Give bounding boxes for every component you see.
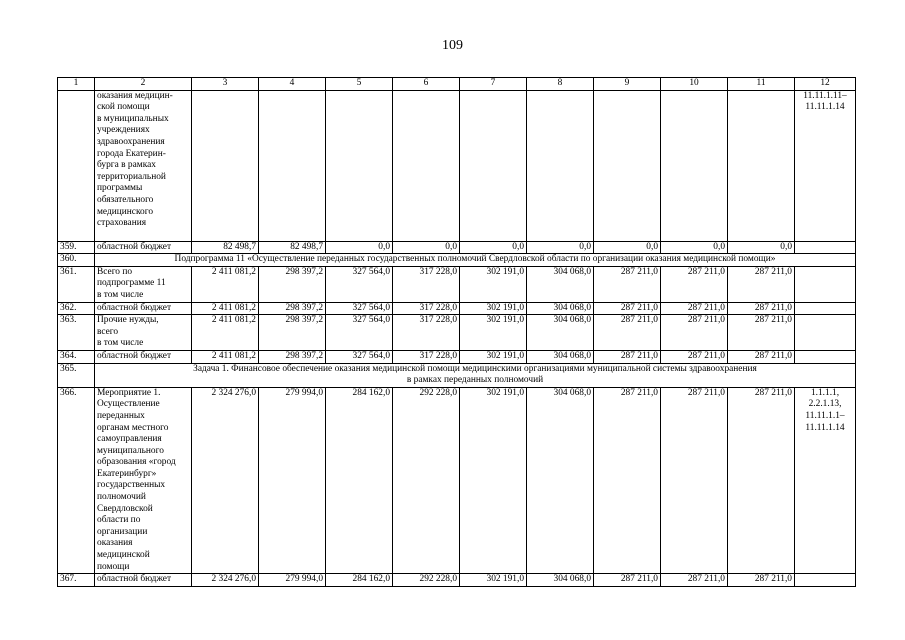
value-cell: 287 211,0 (594, 315, 661, 351)
value-cell: 304 068,0 (527, 574, 594, 587)
section-row (58, 254, 856, 267)
empty-cell (393, 90, 460, 241)
target-codes: 1.1.1.1, 2.2.1.13, 11.11.1.1– 11.11.1.14 (795, 387, 856, 574)
empty-cell (527, 90, 594, 241)
value-cell: 304 068,0 (527, 315, 594, 351)
value-cell: 304 068,0 (527, 266, 594, 302)
row-label: областной бюджет (95, 302, 192, 315)
row-index: 364. (58, 350, 95, 363)
table-row (58, 90, 856, 241)
target-codes (795, 302, 856, 315)
value-cell: 287 211,0 (661, 387, 728, 574)
column-number: 9 (594, 78, 661, 91)
value-cell: 292 228,0 (393, 574, 460, 587)
empty-cell (259, 90, 326, 241)
column-number-row (58, 78, 856, 91)
row-index (58, 90, 95, 241)
value-cell: 287 211,0 (661, 574, 728, 587)
value-cell: 0,0 (527, 241, 594, 254)
column-number: 8 (527, 78, 594, 91)
value-cell: 2 411 081,2 (192, 302, 259, 315)
column-number: 1 (58, 78, 95, 91)
value-cell: 327 564,0 (326, 302, 393, 315)
target-codes (795, 574, 856, 587)
value-cell: 0,0 (460, 241, 527, 254)
value-cell: 82 498,7 (192, 241, 259, 254)
column-number: 12 (795, 78, 856, 91)
row-index: 366. (58, 387, 95, 574)
value-cell: 287 211,0 (728, 302, 795, 315)
row-label: Прочие нужды, всего в том числе (95, 315, 192, 351)
value-cell: 287 211,0 (594, 266, 661, 302)
value-cell: 327 564,0 (326, 350, 393, 363)
task-title: Задача 1. Финансовое обеспечение оказания медицинской помощи медицинскими организациями муниципальной системы здравоохранения в рамках переданных полномочий (95, 363, 856, 387)
empty-cell (192, 90, 259, 241)
value-cell: 284 162,0 (326, 574, 393, 587)
value-cell: 287 211,0 (594, 302, 661, 315)
value-cell: 302 191,0 (460, 266, 527, 302)
row-index: 360. (58, 254, 95, 267)
table-row (58, 241, 856, 254)
table-row (58, 350, 856, 363)
value-cell: 327 564,0 (326, 315, 393, 351)
value-cell: 298 397,2 (259, 315, 326, 351)
value-cell: 287 211,0 (661, 315, 728, 351)
value-cell: 287 211,0 (728, 387, 795, 574)
value-cell: 0,0 (326, 241, 393, 254)
target-codes (795, 350, 856, 363)
value-cell: 317 228,0 (393, 315, 460, 351)
page-number: 109 (442, 38, 463, 53)
value-cell: 287 211,0 (728, 574, 795, 587)
value-cell: 287 211,0 (594, 387, 661, 574)
value-cell: 287 211,0 (661, 302, 728, 315)
value-cell: 2 411 081,2 (192, 315, 259, 351)
value-cell: 0,0 (728, 241, 795, 254)
table-row (58, 302, 856, 315)
table-row (58, 315, 856, 351)
column-number: 2 (95, 78, 192, 91)
value-cell: 304 068,0 (527, 302, 594, 315)
empty-cell (661, 90, 728, 241)
value-cell: 304 068,0 (527, 350, 594, 363)
value-cell: 317 228,0 (393, 350, 460, 363)
value-cell: 327 564,0 (326, 266, 393, 302)
value-cell: 287 211,0 (728, 350, 795, 363)
row-label: Всего по подпрограмме 11 в том числе (95, 266, 192, 302)
value-cell: 2 324 276,0 (192, 574, 259, 587)
column-number: 6 (393, 78, 460, 91)
value-cell: 304 068,0 (527, 387, 594, 574)
value-cell: 298 397,2 (259, 302, 326, 315)
column-number: 7 (460, 78, 527, 91)
row-index: 367. (58, 574, 95, 587)
section-row (58, 363, 856, 387)
value-cell: 279 994,0 (259, 574, 326, 587)
value-cell: 284 162,0 (326, 387, 393, 574)
value-cell: 0,0 (594, 241, 661, 254)
value-cell: 317 228,0 (393, 302, 460, 315)
column-number: 5 (326, 78, 393, 91)
value-cell: 287 211,0 (594, 574, 661, 587)
table-row (58, 387, 856, 574)
subprogram-title: Подпрограмма 11 «Осуществление переданных государственных полномочий Свердловской области по организации оказания медицинской помощи» (95, 254, 856, 267)
target-codes (795, 315, 856, 351)
value-cell: 298 397,2 (259, 266, 326, 302)
row-index: 365. (58, 363, 95, 387)
value-cell: 287 211,0 (661, 350, 728, 363)
column-number: 3 (192, 78, 259, 91)
row-label: областной бюджет (95, 241, 192, 254)
row-label: областной бюджет (95, 350, 192, 363)
value-cell: 82 498,7 (259, 241, 326, 254)
budget-table (57, 77, 856, 587)
row-label: Мероприятие 1. Осуществление переданных органам местного самоуправления муниципального образования «город Екатеринбург» государственных полномочий Свердловской области по организации оказания медицинской помощи (95, 387, 192, 574)
row-index: 361. (58, 266, 95, 302)
target-codes (795, 241, 856, 254)
column-number: 11 (728, 78, 795, 91)
value-cell: 287 211,0 (594, 350, 661, 363)
value-cell: 302 191,0 (460, 387, 527, 574)
target-codes: 11.11.1.11– 11.11.1.14 (795, 90, 856, 241)
value-cell: 302 191,0 (460, 574, 527, 587)
row-label: областной бюджет (95, 574, 192, 587)
value-cell: 287 211,0 (728, 266, 795, 302)
table-row (58, 266, 856, 302)
row-index: 363. (58, 315, 95, 351)
value-cell: 287 211,0 (661, 266, 728, 302)
value-cell: 279 994,0 (259, 387, 326, 574)
column-number: 4 (259, 78, 326, 91)
value-cell: 302 191,0 (460, 315, 527, 351)
empty-cell (326, 90, 393, 241)
value-cell: 2 411 081,2 (192, 350, 259, 363)
value-cell: 287 211,0 (728, 315, 795, 351)
empty-cell (728, 90, 795, 241)
empty-cell (594, 90, 661, 241)
value-cell: 0,0 (393, 241, 460, 254)
value-cell: 2 324 276,0 (192, 387, 259, 574)
value-cell: 298 397,2 (259, 350, 326, 363)
value-cell: 302 191,0 (460, 302, 527, 315)
target-codes (795, 266, 856, 302)
empty-cell (460, 90, 527, 241)
row-index: 362. (58, 302, 95, 315)
value-cell: 2 411 081,2 (192, 266, 259, 302)
value-cell: 317 228,0 (393, 266, 460, 302)
table-row (58, 574, 856, 587)
value-cell: 292 228,0 (393, 387, 460, 574)
row-index: 359. (58, 241, 95, 254)
column-number: 10 (661, 78, 728, 91)
value-cell: 302 191,0 (460, 350, 527, 363)
value-cell: 0,0 (661, 241, 728, 254)
row-label: оказания медицин- ской помощи в муниципальных учреждениях здравоохранения города Екатерин- бурга в рамках территориальной программы обязательного медицинского страхования (95, 90, 192, 241)
